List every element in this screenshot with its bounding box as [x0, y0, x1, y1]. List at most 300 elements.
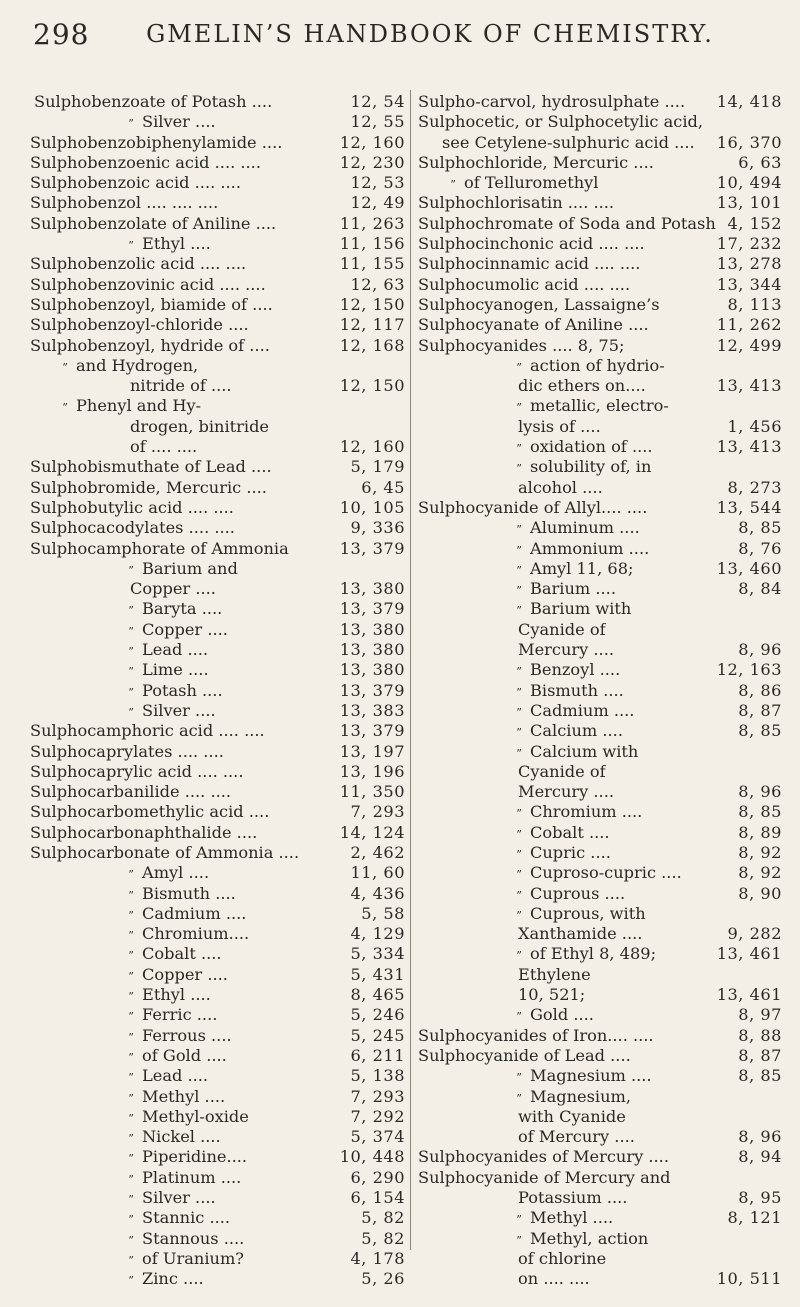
- entry-text: with Cyanide: [518, 1106, 626, 1126]
- entry-text: Cuproso-cupric ....: [530, 863, 682, 883]
- ditto-mark: ”: [128, 1253, 134, 1267]
- entry-text: Sulphocamphorate of Ammonia: [30, 538, 289, 558]
- entry-reference: 5, 245: [350, 1025, 405, 1045]
- index-entry: [30, 620, 405, 640]
- index-entry: [30, 1087, 405, 1107]
- entry-text: Gold ....: [530, 1005, 594, 1025]
- index-entry: [418, 904, 782, 924]
- ditto-mark: ”: [128, 888, 134, 902]
- ditto-mark: ”: [128, 645, 134, 659]
- entry-text: Bismuth ....: [142, 883, 236, 903]
- ditto-mark: ”: [516, 523, 522, 537]
- ditto-mark: ”: [516, 888, 522, 902]
- index-entry: [418, 782, 782, 802]
- entry-text: of Gold ....: [142, 1045, 227, 1065]
- column-divider: [410, 90, 411, 1250]
- index-entry: [418, 701, 782, 721]
- entry-reference: 13, 380: [339, 640, 405, 660]
- ditto-mark: ”: [128, 1071, 134, 1085]
- entry-reference: 8, 96: [738, 1127, 782, 1147]
- entry-text: Chromium ....: [530, 802, 643, 822]
- index-entry: [418, 275, 782, 295]
- entry-text: of Telluromethyl: [464, 173, 599, 193]
- entry-reference: 4, 152: [727, 213, 782, 233]
- entry-text: Sulphochromate of Soda and Potash: [418, 213, 716, 233]
- index-entry: [30, 843, 405, 863]
- index-entry: [418, 1168, 782, 1188]
- ditto-mark: ”: [128, 949, 134, 963]
- ditto-mark: ”: [516, 1071, 522, 1085]
- index-entry: [418, 437, 782, 457]
- entry-reference: 13, 413: [716, 376, 782, 396]
- index-entry: [418, 965, 782, 985]
- ditto-mark: ”: [516, 604, 522, 618]
- index-entry: [418, 234, 782, 254]
- entry-text: Sulphocetic, or Sulphocetylic acid,: [418, 112, 704, 132]
- entry-reference: 9, 282: [727, 924, 782, 944]
- ditto-mark: ”: [516, 949, 522, 963]
- entry-text: Ethyl ....: [142, 234, 211, 254]
- ditto-mark: ”: [516, 543, 522, 557]
- index-entry: [30, 214, 405, 234]
- entry-reference: 14, 124: [339, 822, 405, 842]
- index-entry: [30, 396, 405, 416]
- index-entry: [30, 254, 405, 274]
- index-entry: [30, 295, 405, 315]
- entry-reference: 8, 85: [738, 518, 782, 538]
- ditto-mark: ”: [128, 705, 134, 719]
- index-column-left: [30, 92, 405, 1290]
- entry-reference: 12, 150: [339, 376, 405, 396]
- entry-text: Benzoyl ....: [530, 660, 621, 680]
- entry-text: Potash ....: [142, 680, 223, 700]
- index-entry: [30, 742, 405, 762]
- index-entry: [30, 1208, 405, 1228]
- index-entry: [30, 457, 405, 477]
- entry-reference: 8, 273: [727, 477, 782, 497]
- index-entry: [30, 437, 405, 457]
- entry-reference: 12, 160: [339, 132, 405, 152]
- entry-text: Sulphocaprylic acid .... ....: [30, 761, 244, 781]
- entry-reference: 8, 113: [727, 294, 782, 314]
- entry-text: Cyanide of: [518, 761, 606, 781]
- entry-reference: 10, 448: [339, 1147, 405, 1167]
- entry-text: Stannous ....: [142, 1228, 245, 1248]
- entry-text: Mercury ....: [518, 782, 614, 802]
- ditto-mark: ”: [516, 746, 522, 760]
- entry-reference: 12, 49: [350, 193, 405, 213]
- entry-text: action of hydrio-: [530, 355, 665, 375]
- entry-reference: 7, 293: [350, 1086, 405, 1106]
- entry-reference: 5, 82: [361, 1228, 405, 1248]
- entry-text: Magnesium ....: [530, 1066, 652, 1086]
- entry-reference: 2, 462: [350, 842, 405, 862]
- entry-reference: 17, 232: [716, 234, 782, 254]
- entry-reference: 8, 92: [738, 842, 782, 862]
- entry-reference: 6, 211: [350, 1045, 405, 1065]
- entry-text: Ethyl ....: [142, 985, 211, 1005]
- index-entry: [30, 762, 405, 782]
- index-entry: [30, 539, 405, 559]
- index-entry: [30, 234, 405, 254]
- entry-reference: 12, 53: [350, 173, 405, 193]
- ditto-mark: ”: [128, 1091, 134, 1105]
- entry-text: see Cetylene-sulphuric acid ....: [442, 132, 695, 152]
- entry-reference: 6, 290: [350, 1167, 405, 1187]
- index-entry: [418, 356, 782, 376]
- entry-reference: 14, 418: [716, 92, 782, 111]
- index-entry: [418, 599, 782, 619]
- ditto-mark: ”: [450, 178, 456, 192]
- index-entry: [418, 1147, 782, 1167]
- ditto-mark: ”: [128, 665, 134, 679]
- entry-reference: 13, 461: [716, 985, 782, 1005]
- entry-text: Sulphocyanide of Lead ....: [418, 1045, 631, 1065]
- index-entry: [30, 518, 405, 538]
- index-entry: [418, 417, 782, 437]
- entry-text: Silver ....: [142, 700, 216, 720]
- entry-reference: 4, 436: [350, 883, 405, 903]
- entry-text: Aluminum ....: [530, 518, 640, 538]
- entry-text: Stannic ....: [142, 1208, 231, 1228]
- entry-text: Cuprous, with: [530, 903, 646, 923]
- ditto-mark: ”: [128, 929, 134, 943]
- entry-text: Sulphocinnamic acid .... ....: [418, 254, 641, 274]
- entry-text: nitride of ....: [130, 376, 232, 396]
- index-entry: [30, 315, 405, 335]
- index-entry: [418, 579, 782, 599]
- index-entry: [30, 701, 405, 721]
- ditto-mark: ”: [128, 969, 134, 983]
- entry-text: Sulphocyanides of Iron.... ....: [418, 1025, 654, 1045]
- entry-text: Cadmium ....: [142, 903, 247, 923]
- index-entry: [30, 1249, 405, 1269]
- ditto-mark: ”: [128, 563, 134, 577]
- entry-reference: 6, 45: [361, 477, 405, 497]
- index-entry: [418, 1127, 782, 1147]
- ditto-mark: ”: [128, 868, 134, 882]
- entry-text: 10, 521;: [518, 985, 586, 1005]
- index-entry: [30, 985, 405, 1005]
- ditto-mark: ”: [516, 868, 522, 882]
- entry-reference: 13, 461: [716, 944, 782, 964]
- index-entry: [30, 133, 405, 153]
- entry-reference: 5, 58: [361, 903, 405, 923]
- index-entry: [418, 173, 782, 193]
- entry-text: Amyl 11, 68;: [530, 558, 634, 578]
- index-entry: [30, 1127, 405, 1147]
- entry-reference: 9, 336: [350, 518, 405, 538]
- index-entry: [418, 153, 782, 173]
- index-entry: [418, 762, 782, 782]
- entry-reference: 11, 350: [339, 782, 405, 802]
- index-entry: [30, 863, 405, 883]
- entry-text: Sulphocyanides .... 8, 75;: [418, 335, 625, 355]
- index-entry: [30, 498, 405, 518]
- index-entry: [418, 681, 782, 701]
- ditto-mark: ”: [128, 1193, 134, 1207]
- index-entry: [418, 376, 782, 396]
- entry-text: Cobalt ....: [530, 822, 610, 842]
- entry-text: Ferrous ....: [142, 1025, 232, 1045]
- entry-reference: 8, 86: [738, 680, 782, 700]
- index-entry: [30, 1066, 405, 1086]
- entry-text: of .... ....: [130, 437, 198, 457]
- ditto-mark: ”: [128, 1233, 134, 1247]
- index-entry: [30, 579, 405, 599]
- entry-text: and Hydrogen,: [76, 355, 199, 375]
- ditto-mark: ”: [516, 1010, 522, 1024]
- entry-reference: 13, 379: [339, 538, 405, 558]
- entry-text: Zinc ....: [142, 1269, 204, 1289]
- index-entry: [418, 802, 782, 822]
- entry-reference: 10, 494: [716, 173, 782, 193]
- index-entry: [418, 498, 782, 518]
- entry-text: Methyl ....: [142, 1086, 226, 1106]
- entry-reference: 8, 85: [738, 802, 782, 822]
- entry-reference: 13, 197: [339, 741, 405, 761]
- entry-text: Calcium with: [530, 741, 639, 761]
- entry-reference: 8, 90: [738, 883, 782, 903]
- index-entry: [418, 843, 782, 863]
- entry-reference: 13, 278: [716, 254, 782, 274]
- index-entry: [30, 660, 405, 680]
- entry-text: Cupric ....: [530, 842, 611, 862]
- entry-text: Calcium ....: [530, 721, 623, 741]
- ditto-mark: ”: [128, 1213, 134, 1227]
- index-entry: [30, 153, 405, 173]
- entry-text: of Ethyl 8, 489;: [530, 944, 657, 964]
- ditto-mark: ”: [128, 239, 134, 253]
- entry-reference: 12, 163: [716, 660, 782, 680]
- ditto-mark: ”: [516, 665, 522, 679]
- entry-text: Barium with: [530, 599, 632, 619]
- index-entry: [418, 559, 782, 579]
- index-entry: [30, 802, 405, 822]
- index-entry: [418, 985, 782, 1005]
- entry-reference: 5, 138: [350, 1066, 405, 1086]
- entry-reference: 12, 499: [716, 335, 782, 355]
- ditto-mark: ”: [62, 401, 68, 415]
- entry-reference: 6, 63: [738, 152, 782, 172]
- ditto-mark: ”: [128, 1050, 134, 1064]
- entry-reference: 11, 262: [716, 315, 782, 335]
- entry-text: Ethylene: [518, 964, 591, 984]
- entry-reference: 5, 334: [350, 944, 405, 964]
- entry-reference: 4, 129: [350, 924, 405, 944]
- index-entry: [418, 1026, 782, 1046]
- entry-reference: 1, 456: [727, 416, 782, 436]
- ditto-mark: ”: [128, 1030, 134, 1044]
- index-entry: [418, 92, 782, 112]
- index-entry: [418, 112, 782, 132]
- index-entry: [30, 1229, 405, 1249]
- index-entry: [30, 1147, 405, 1167]
- entry-reference: 16, 370: [716, 132, 782, 152]
- ditto-mark: ”: [516, 462, 522, 476]
- index-entry: [418, 396, 782, 416]
- ditto-mark: ”: [62, 360, 68, 374]
- entry-text: Phenyl and Hy-: [76, 396, 202, 416]
- entry-text: Mercury ....: [518, 640, 614, 660]
- index-entry: [30, 823, 405, 843]
- entry-reference: 13, 379: [339, 721, 405, 741]
- index-entry: [418, 884, 782, 904]
- entry-text: Copper ....: [130, 579, 216, 599]
- index-entry: [418, 518, 782, 538]
- index-entry: [418, 863, 782, 883]
- ditto-mark: ”: [516, 1091, 522, 1105]
- entry-reference: 8, 88: [738, 1025, 782, 1045]
- entry-text: Lead ....: [142, 1066, 209, 1086]
- running-head: GMELIN’S HANDBOOK OF CHEMISTRY.: [146, 20, 714, 48]
- entry-text: Chromium....: [142, 924, 250, 944]
- index-entry: [30, 965, 405, 985]
- ditto-mark: ”: [516, 1233, 522, 1247]
- entry-reference: 10, 511: [716, 1269, 782, 1289]
- entry-text: Methyl-oxide: [142, 1106, 249, 1126]
- entry-text: Lead ....: [142, 640, 209, 660]
- ditto-mark: ”: [128, 624, 134, 638]
- index-entry: [30, 92, 405, 112]
- ditto-mark: ”: [128, 1172, 134, 1186]
- entry-text: Sulphocacodylates .... ....: [30, 518, 235, 538]
- index-entry: [418, 336, 782, 356]
- ditto-mark: ”: [516, 442, 522, 456]
- entry-reference: 13, 383: [339, 700, 405, 720]
- index-entry: [418, 539, 782, 559]
- entry-text: Ferric ....: [142, 1005, 218, 1025]
- index-entry: [30, 904, 405, 924]
- entry-text: drogen, binitride: [130, 416, 270, 436]
- entry-reference: 13, 380: [339, 660, 405, 680]
- entry-text: Sulphocaprylates .... ....: [30, 741, 224, 761]
- index-entry: [418, 1269, 782, 1289]
- entry-reference: 7, 293: [350, 802, 405, 822]
- entry-text: Sulphochloride, Mercuric ....: [418, 152, 654, 172]
- ditto-mark: ”: [516, 908, 522, 922]
- entry-reference: 8, 465: [350, 985, 405, 1005]
- entry-reference: 8, 89: [738, 822, 782, 842]
- index-entry: [30, 721, 405, 741]
- index-entry: [418, 315, 782, 335]
- entry-reference: 13, 413: [716, 437, 782, 457]
- entry-text: Sulphobenzoate of Potash ....: [34, 92, 273, 111]
- ditto-mark: ”: [128, 1152, 134, 1166]
- entry-reference: 13, 380: [339, 619, 405, 639]
- entry-text: alcohol ....: [518, 477, 603, 497]
- ditto-mark: ”: [128, 908, 134, 922]
- entry-reference: 8, 95: [738, 1188, 782, 1208]
- entry-reference: 8, 96: [738, 782, 782, 802]
- entry-reference: 11, 263: [339, 213, 405, 233]
- entry-reference: 11, 60: [350, 863, 405, 883]
- entry-text: Methyl, action: [530, 1228, 649, 1248]
- entry-reference: 8, 96: [738, 640, 782, 660]
- entry-reference: 13, 379: [339, 599, 405, 619]
- entry-reference: 13, 380: [339, 579, 405, 599]
- index-entry: [30, 112, 405, 132]
- entry-reference: 6, 154: [350, 1188, 405, 1208]
- entry-text: Sulphocumolic acid .... ....: [418, 274, 631, 294]
- index-entry: [418, 214, 782, 234]
- entry-reference: 8, 121: [727, 1208, 782, 1228]
- entry-reference: 8, 85: [738, 1066, 782, 1086]
- entry-text: Magnesium,: [530, 1086, 631, 1106]
- entry-reference: 8, 87: [738, 1045, 782, 1065]
- entry-reference: 8, 87: [738, 700, 782, 720]
- entry-text: Sulphobenzoyl, hydride of ....: [30, 335, 270, 355]
- index-entry: [418, 620, 782, 640]
- entry-text: of chlorine: [518, 1248, 607, 1268]
- entry-text: Barium ....: [530, 579, 616, 599]
- entry-text: Bismuth ....: [530, 680, 624, 700]
- index-entry: [418, 457, 782, 477]
- page-number: 298: [33, 18, 90, 51]
- entry-text: Sulphobutylic acid .... ....: [30, 497, 234, 517]
- ditto-mark: ”: [516, 563, 522, 577]
- entry-text: Sulphocyanide of Allyl.... ....: [418, 497, 648, 517]
- index-entry: [418, 193, 782, 213]
- entry-text: Lime ....: [142, 660, 209, 680]
- index-entry: [30, 336, 405, 356]
- index-entry: [30, 1005, 405, 1025]
- entry-text: Sulphocamphoric acid .... ....: [30, 721, 265, 741]
- entry-reference: 13, 196: [339, 761, 405, 781]
- ditto-mark: ”: [128, 1274, 134, 1288]
- entry-reference: 7, 292: [350, 1106, 405, 1126]
- ditto-mark: ”: [128, 685, 134, 699]
- entry-text: Nickel ....: [142, 1127, 221, 1147]
- entry-text: Methyl ....: [530, 1208, 614, 1228]
- entry-text: Sulphobenzobiphenylamide ....: [30, 132, 283, 152]
- index-entry: [30, 417, 405, 437]
- index-entry: [418, 721, 782, 741]
- entry-text: Sulphocarbomethylic acid ....: [30, 802, 270, 822]
- entry-reference: 8, 97: [738, 1005, 782, 1025]
- entry-text: Sulphobenzovinic acid .... ....: [30, 274, 266, 294]
- ditto-mark: ”: [516, 685, 522, 699]
- entry-reference: 13, 544: [716, 497, 782, 517]
- entry-text: Sulphobenzolate of Aniline ....: [30, 213, 277, 233]
- entry-text: Copper ....: [142, 619, 228, 639]
- index-entry: [418, 640, 782, 660]
- index-entry: [418, 254, 782, 274]
- index-entry: [418, 660, 782, 680]
- ditto-mark: ”: [128, 1111, 134, 1125]
- entry-reference: 10, 105: [339, 497, 405, 517]
- index-entry: [30, 193, 405, 213]
- index-entry: [30, 559, 405, 579]
- entry-reference: 13, 344: [716, 274, 782, 294]
- index-entry: [418, 1188, 782, 1208]
- entry-text: of Mercury ....: [518, 1127, 635, 1147]
- index-entry: [30, 376, 405, 396]
- entry-reference: 4, 178: [350, 1248, 405, 1268]
- entry-text: Piperidine....: [142, 1147, 248, 1167]
- entry-reference: 12, 63: [350, 274, 405, 294]
- entry-reference: 11, 156: [339, 234, 405, 254]
- index-entry: [418, 1066, 782, 1086]
- entry-text: Sulphocyanogen, Lassaigne’s: [418, 294, 660, 314]
- ditto-mark: ”: [128, 117, 134, 131]
- index-entry: [418, 133, 782, 153]
- index-entry: [30, 1188, 405, 1208]
- ditto-mark: ”: [516, 401, 522, 415]
- entry-text: Sulphobenzolic acid .... ....: [30, 254, 247, 274]
- ditto-mark: ”: [128, 1010, 134, 1024]
- entry-reference: 13, 460: [716, 558, 782, 578]
